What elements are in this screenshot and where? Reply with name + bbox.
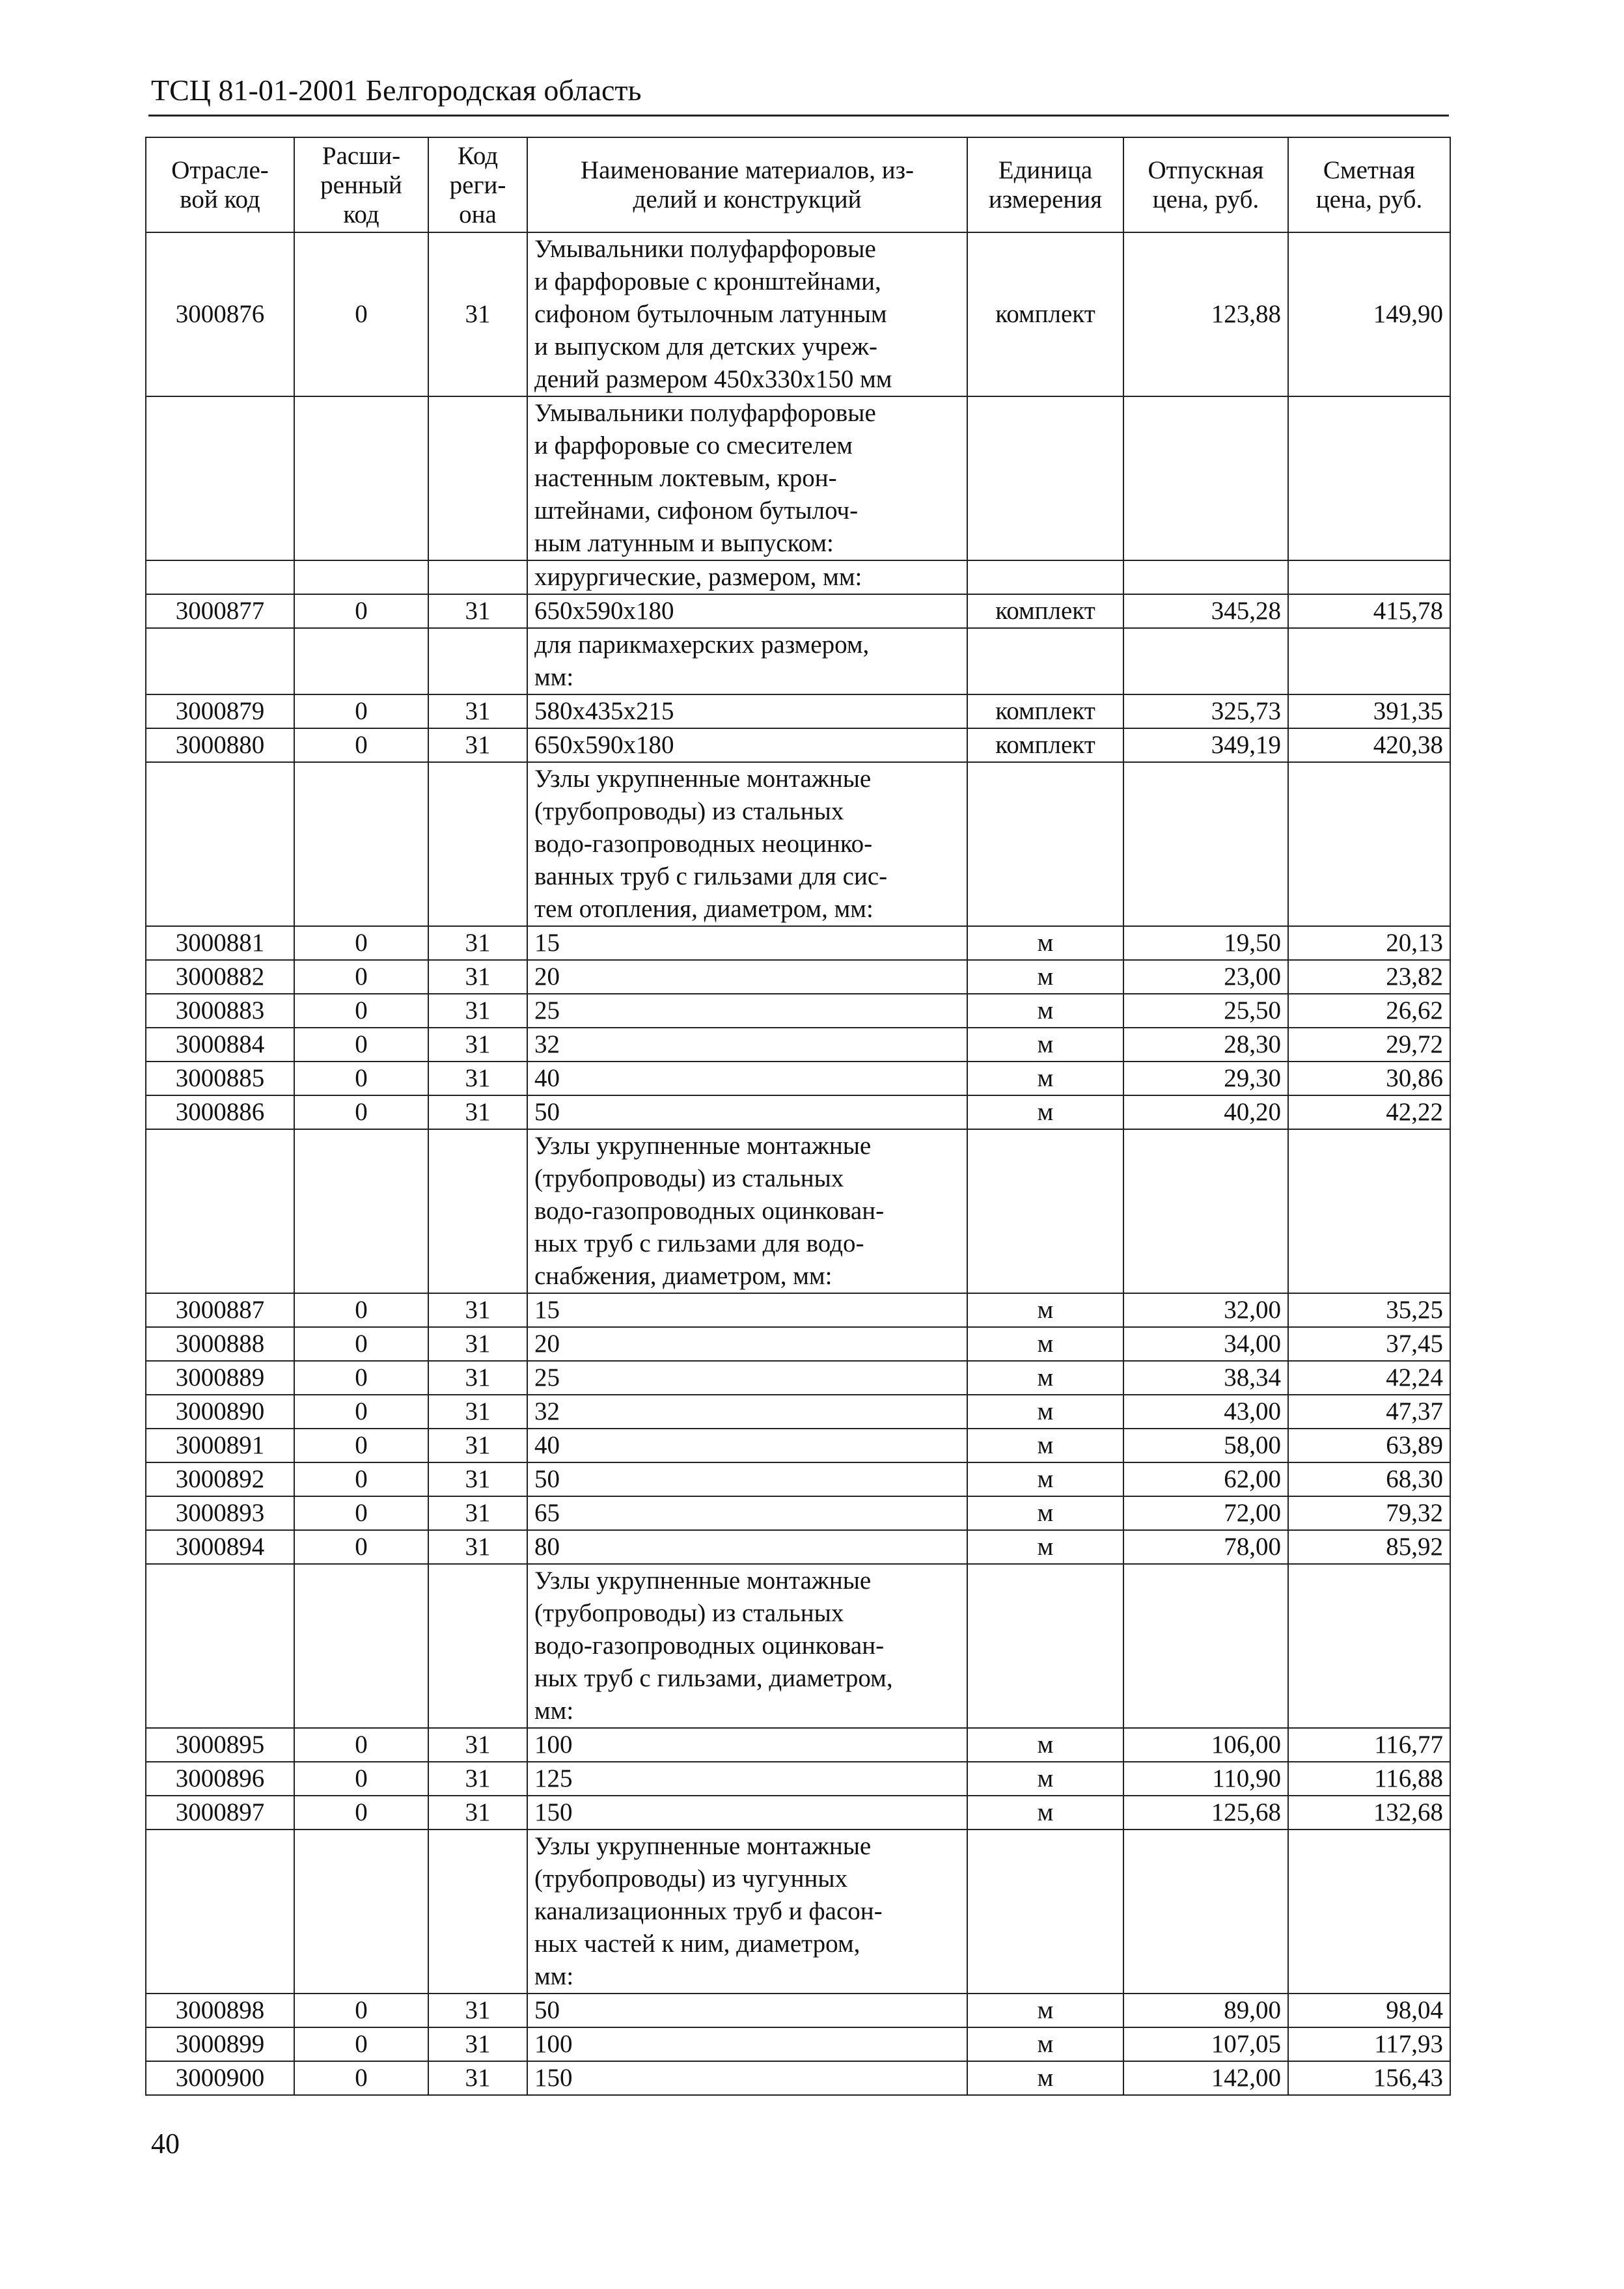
release-price-cell: 325,73 [1123,694,1288,728]
region-code-cell [428,560,527,594]
group-heading-cell: Умывальники полуфарфоровые и фарфоровые со смесителем настенным локтевым, крон- штейнами, сифоном бутылоч- ным латунным и выпуском: [527,396,967,560]
material-name-cell: 25 [527,1361,967,1395]
material-name-cell: Умывальники полуфарфоровые и фарфоровые с кронштейнами, сифоном бутылочным латунным и выпуском для детских учреж- дений размером 450x330x150 мм [527,232,967,396]
table-group-row [146,762,1450,926]
material-name-cell: 40 [527,1429,967,1462]
extended-code-cell: 0 [294,1728,428,1762]
table-row [146,1994,1450,2027]
table-row [146,1762,1450,1796]
extended-code-cell: 0 [294,1327,428,1361]
industry-code-cell: 3000898 [146,1994,294,2027]
col-header-estimate-price: Сметная цена, руб. [1288,137,1450,232]
table-row [146,1095,1450,1129]
industry-code-cell: 3000883 [146,994,294,1028]
extended-code-cell: 0 [294,1530,428,1564]
extended-code-cell: 0 [294,1095,428,1129]
release-price-cell: 32,00 [1123,1293,1288,1327]
region-code-cell: 31 [428,1028,527,1062]
release-price-cell: 62,00 [1123,1462,1288,1496]
table-group-row [146,560,1450,594]
table-row [146,594,1450,628]
estimate-price-cell: 42,24 [1288,1361,1450,1395]
estimate-price-cell: 420,38 [1288,728,1450,762]
industry-code-cell: 3000889 [146,1361,294,1395]
extended-code-cell: 0 [294,2027,428,2061]
extended-code-cell: 0 [294,1062,428,1095]
unit-cell: м [967,1095,1123,1129]
unit-cell: м [967,1728,1123,1762]
estimate-price-cell: 37,45 [1288,1327,1450,1361]
unit-cell: комплект [967,594,1123,628]
unit-cell: комплект [967,728,1123,762]
col-header-industry-code: Отрасле- вой код [146,137,294,232]
region-code-cell: 31 [428,994,527,1028]
industry-code-cell: 3000881 [146,926,294,960]
release-price-cell: 106,00 [1123,1728,1288,1762]
release-price-cell [1123,762,1288,926]
extended-code-cell [294,1830,428,1994]
table-row [146,1496,1450,1530]
estimate-price-cell [1288,396,1450,560]
industry-code-cell [146,396,294,560]
material-name-cell: 50 [527,1994,967,2027]
unit-cell: м [967,1062,1123,1095]
industry-code-cell: 3000888 [146,1327,294,1361]
region-code-cell [428,1129,527,1293]
col-header-unit: Единица измерения [967,137,1123,232]
region-code-cell: 31 [428,1796,527,1830]
industry-code-cell: 3000890 [146,1395,294,1429]
estimate-price-cell [1288,560,1450,594]
table-row [146,1361,1450,1395]
material-name-cell: 650x590x180 [527,594,967,628]
material-name-cell: 15 [527,1293,967,1327]
material-name-cell: 100 [527,2027,967,2061]
release-price-cell: 43,00 [1123,1395,1288,1429]
region-code-cell: 31 [428,1361,527,1395]
table-row [146,694,1450,728]
region-code-cell: 31 [428,1062,527,1095]
extended-code-cell [294,1564,428,1728]
estimate-price-cell: 35,25 [1288,1293,1450,1327]
table-row [146,1028,1450,1062]
estimate-price-cell: 156,43 [1288,2061,1450,2095]
release-price-cell: 72,00 [1123,1496,1288,1530]
estimate-price-cell [1288,1830,1450,1994]
release-price-cell [1123,560,1288,594]
estimate-price-cell [1288,1129,1450,1293]
material-name-cell: 150 [527,1796,967,1830]
unit-cell: м [967,1327,1123,1361]
industry-code-cell: 3000894 [146,1530,294,1564]
unit-cell: м [967,1429,1123,1462]
estimate-price-cell: 42,22 [1288,1095,1450,1129]
industry-code-cell: 3000892 [146,1462,294,1496]
table-row [146,232,1450,396]
table-row [146,1728,1450,1762]
unit-cell: м [967,2027,1123,2061]
extended-code-cell: 0 [294,1762,428,1796]
release-price-cell [1123,1564,1288,1728]
table-row [146,1796,1450,1830]
unit-cell [967,560,1123,594]
extended-code-cell: 0 [294,960,428,994]
material-name-cell: 50 [527,1462,967,1496]
industry-code-cell [146,560,294,594]
unit-cell [967,1129,1123,1293]
estimate-price-cell: 116,88 [1288,1762,1450,1796]
region-code-cell: 31 [428,1293,527,1327]
estimate-price-cell: 20,13 [1288,926,1450,960]
region-code-cell: 31 [428,2027,527,2061]
region-code-cell: 31 [428,960,527,994]
extended-code-cell: 0 [294,1028,428,1062]
estimate-price-cell [1288,1564,1450,1728]
release-price-cell: 28,30 [1123,1028,1288,1062]
table-row [146,926,1450,960]
industry-code-cell: 3000885 [146,1062,294,1095]
estimate-price-cell: 415,78 [1288,594,1450,628]
material-name-cell: 50 [527,1095,967,1129]
material-name-cell: 65 [527,1496,967,1530]
extended-code-cell [294,396,428,560]
unit-cell: м [967,926,1123,960]
estimate-price-cell: 47,37 [1288,1395,1450,1429]
industry-code-cell: 3000882 [146,960,294,994]
col-header-region-code: Код реги- она [428,137,527,232]
release-price-cell: 19,50 [1123,926,1288,960]
unit-cell: комплект [967,694,1123,728]
release-price-cell: 25,50 [1123,994,1288,1028]
industry-code-cell: 3000900 [146,2061,294,2095]
material-name-cell: 40 [527,1062,967,1095]
release-price-cell: 110,90 [1123,1762,1288,1796]
unit-cell [967,1830,1123,1994]
material-name-cell: 32 [527,1028,967,1062]
region-code-cell: 31 [428,1496,527,1530]
region-code-cell: 31 [428,1327,527,1361]
estimate-price-cell: 30,86 [1288,1062,1450,1095]
extended-code-cell: 0 [294,994,428,1028]
material-name-cell: 32 [527,1395,967,1429]
region-code-cell: 31 [428,232,527,396]
estimate-price-cell: 116,77 [1288,1728,1450,1762]
region-code-cell [428,1564,527,1728]
table-group-row [146,1564,1450,1728]
region-code-cell: 31 [428,1429,527,1462]
release-price-cell: 107,05 [1123,2027,1288,2061]
estimate-price-cell: 68,30 [1288,1462,1450,1496]
material-name-cell: 150 [527,2061,967,2095]
release-price-cell: 142,00 [1123,2061,1288,2095]
table-row [146,994,1450,1028]
release-price-cell [1123,1830,1288,1994]
extended-code-cell: 0 [294,1361,428,1395]
table-row [146,1530,1450,1564]
industry-code-cell [146,1129,294,1293]
extended-code-cell: 0 [294,694,428,728]
unit-cell [967,1564,1123,1728]
estimate-price-cell: 117,93 [1288,2027,1450,2061]
unit-cell: м [967,994,1123,1028]
unit-cell: м [967,1293,1123,1327]
unit-cell: м [967,1395,1123,1429]
material-name-cell: 25 [527,994,967,1028]
unit-cell: м [967,1028,1123,1062]
material-name-cell: 80 [527,1530,967,1564]
release-price-cell: 123,88 [1123,232,1288,396]
region-code-cell [428,762,527,926]
release-price-cell: 58,00 [1123,1429,1288,1462]
industry-code-cell: 3000884 [146,1028,294,1062]
industry-code-cell: 3000887 [146,1293,294,1327]
region-code-cell: 31 [428,694,527,728]
region-code-cell: 31 [428,1095,527,1129]
estimate-price-cell: 79,32 [1288,1496,1450,1530]
estimate-price-cell [1288,628,1450,694]
material-name-cell: 20 [527,1327,967,1361]
table-group-row [146,628,1450,694]
unit-cell [967,628,1123,694]
extended-code-cell: 0 [294,1293,428,1327]
extended-code-cell: 0 [294,1429,428,1462]
unit-cell: м [967,2061,1123,2095]
running-header: ТСЦ 81-01-2001 Белгородская область [151,74,642,107]
unit-cell [967,762,1123,926]
release-price-cell: 125,68 [1123,1796,1288,1830]
release-price-cell: 23,00 [1123,960,1288,994]
table-row [146,1462,1450,1496]
col-header-release-price: Отпускная цена, руб. [1123,137,1288,232]
industry-code-cell: 3000896 [146,1762,294,1796]
region-code-cell [428,1830,527,1994]
extended-code-cell [294,560,428,594]
unit-cell: м [967,1361,1123,1395]
unit-cell: м [967,1796,1123,1830]
estimate-price-cell: 391,35 [1288,694,1450,728]
estimate-price-cell: 23,82 [1288,960,1450,994]
price-table [145,137,1451,2096]
group-heading-cell: Узлы укрупненные монтажные (трубопроводы) из стальных водо-газопроводных оцинкован- ных труб с гильзами для водо- снабжения, диаметром, мм: [527,1129,967,1293]
release-price-cell: 345,28 [1123,594,1288,628]
table-row [146,960,1450,994]
header-rule [148,115,1449,117]
extended-code-cell: 0 [294,1796,428,1830]
release-price-cell: 40,20 [1123,1095,1288,1129]
release-price-cell: 78,00 [1123,1530,1288,1564]
unit-cell: м [967,1462,1123,1496]
extended-code-cell: 0 [294,2061,428,2095]
extended-code-cell [294,628,428,694]
unit-cell: м [967,1530,1123,1564]
region-code-cell: 31 [428,728,527,762]
group-heading-cell: хирургические, размером, мм: [527,560,967,594]
estimate-price-cell: 63,89 [1288,1429,1450,1462]
release-price-cell: 29,30 [1123,1062,1288,1095]
release-price-cell: 349,19 [1123,728,1288,762]
industry-code-cell [146,1564,294,1728]
estimate-price-cell: 29,72 [1288,1028,1450,1062]
release-price-cell [1123,628,1288,694]
region-code-cell: 31 [428,926,527,960]
industry-code-cell: 3000877 [146,594,294,628]
estimate-price-cell: 85,92 [1288,1530,1450,1564]
table-row [146,1327,1450,1361]
material-name-cell: 100 [527,1728,967,1762]
estimate-price-cell: 26,62 [1288,994,1450,1028]
table-row [146,1429,1450,1462]
region-code-cell: 31 [428,1530,527,1564]
table-row [146,1062,1450,1095]
extended-code-cell: 0 [294,232,428,396]
extended-code-cell: 0 [294,1462,428,1496]
industry-code-cell: 3000895 [146,1728,294,1762]
industry-code-cell: 3000891 [146,1429,294,1462]
industry-code-cell [146,1830,294,1994]
release-price-cell [1123,1129,1288,1293]
group-heading-cell: Узлы укрупненные монтажные (трубопроводы) из стальных водо-газопроводных неоцинко- ванных труб с гильзами для сис- тем отопления, диаметром, мм: [527,762,967,926]
unit-cell [967,396,1123,560]
unit-cell: м [967,1994,1123,2027]
table-body [146,232,1450,2095]
industry-code-cell: 3000886 [146,1095,294,1129]
group-heading-cell: для парикмахерских размером, мм: [527,628,967,694]
table-row [146,1395,1450,1429]
estimate-price-cell [1288,762,1450,926]
material-name-cell: 125 [527,1762,967,1796]
industry-code-cell: 3000876 [146,232,294,396]
table-header-row [146,137,1450,232]
industry-code-cell [146,628,294,694]
extended-code-cell: 0 [294,1496,428,1530]
extended-code-cell: 0 [294,728,428,762]
unit-cell: комплект [967,232,1123,396]
industry-code-cell [146,762,294,926]
table-row [146,2027,1450,2061]
unit-cell: м [967,1496,1123,1530]
estimate-price-cell: 98,04 [1288,1994,1450,2027]
table-group-row [146,1129,1450,1293]
unit-cell: м [967,1762,1123,1796]
extended-code-cell: 0 [294,594,428,628]
region-code-cell [428,396,527,560]
industry-code-cell: 3000879 [146,694,294,728]
table-row [146,2061,1450,2095]
material-name-cell: 580x435x215 [527,694,967,728]
release-price-cell: 38,34 [1123,1361,1288,1395]
extended-code-cell: 0 [294,1395,428,1429]
industry-code-cell: 3000897 [146,1796,294,1830]
group-heading-cell: Узлы укрупненные монтажные (трубопроводы) из чугунных канализационных труб и фасон- ных частей к ним, диаметром, мм: [527,1830,967,1994]
col-header-name: Наименование материалов, из- делий и конструкций [527,137,967,232]
material-name-cell: 20 [527,960,967,994]
region-code-cell: 31 [428,594,527,628]
region-code-cell: 31 [428,1728,527,1762]
estimate-price-cell: 149,90 [1288,232,1450,396]
extended-code-cell: 0 [294,926,428,960]
extended-code-cell [294,762,428,926]
region-code-cell: 31 [428,1395,527,1429]
release-price-cell: 89,00 [1123,1994,1288,2027]
release-price-cell [1123,396,1288,560]
industry-code-cell: 3000880 [146,728,294,762]
col-header-extended-code: Расши- ренный код [294,137,428,232]
region-code-cell [428,628,527,694]
region-code-cell: 31 [428,2061,527,2095]
table-row [146,1293,1450,1327]
region-code-cell: 31 [428,1994,527,2027]
group-heading-cell: Узлы укрупненные монтажные (трубопроводы) из стальных водо-газопроводных оцинкован- ных труб с гильзами, диаметром, мм: [527,1564,967,1728]
table-group-row [146,1830,1450,1994]
region-code-cell: 31 [428,1462,527,1496]
release-price-cell: 34,00 [1123,1327,1288,1361]
region-code-cell: 31 [428,1762,527,1796]
extended-code-cell: 0 [294,1994,428,2027]
material-name-cell: 650x590x180 [527,728,967,762]
table-row [146,728,1450,762]
page-number: 40 [151,2128,180,2159]
unit-cell: м [967,960,1123,994]
extended-code-cell [294,1129,428,1293]
material-name-cell: 15 [527,926,967,960]
table-group-row [146,396,1450,560]
industry-code-cell: 3000899 [146,2027,294,2061]
estimate-price-cell: 132,68 [1288,1796,1450,1830]
industry-code-cell: 3000893 [146,1496,294,1530]
